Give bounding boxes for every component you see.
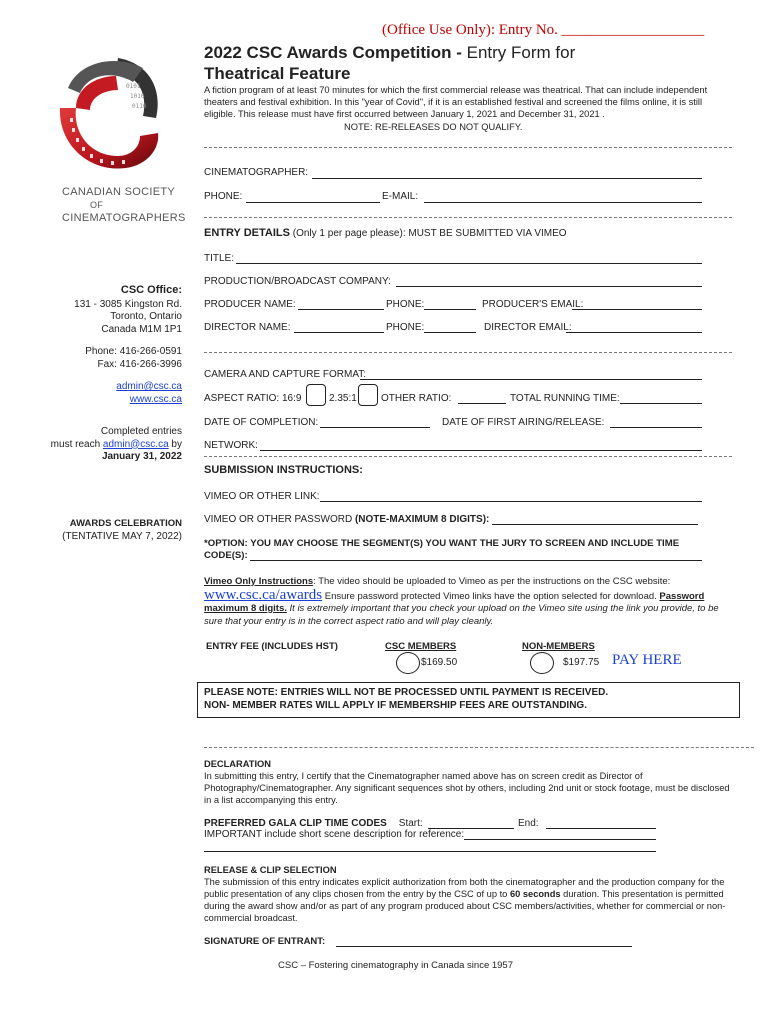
phone-field[interactable] bbox=[246, 202, 380, 203]
director-name-field[interactable] bbox=[294, 332, 384, 333]
director-email-field[interactable] bbox=[566, 332, 702, 333]
other-ratio-field[interactable] bbox=[458, 403, 506, 404]
date-completion-label: DATE OF COMPLETION: bbox=[204, 417, 319, 428]
cinematographer-field[interactable] bbox=[312, 178, 702, 179]
production-company-label: PRODUCTION/BROADCAST COMPANY: bbox=[204, 276, 391, 287]
svg-text:1010: 1010 bbox=[130, 93, 145, 100]
cinematographer-label: CINEMATOGRAPHER: bbox=[204, 167, 309, 178]
office-email-link[interactable]: admin@csc.ca bbox=[116, 381, 182, 392]
network-field[interactable] bbox=[260, 450, 702, 451]
director-name-label: DIRECTOR NAME: bbox=[204, 322, 291, 333]
title-label: TITLE: bbox=[204, 253, 235, 264]
divider bbox=[204, 147, 732, 148]
vimeo-password-label: VIMEO OR OTHER PASSWORD (NOTE-MAXIMUM 8 DIGITS): bbox=[204, 514, 490, 525]
declaration: DECLARATION In submitting this entry, I certify that the Cinematographer named above has on screen credit as Director of Photography/Cinematographer. Any significant sequences shot by others, including 2nd unit or stock footage, must be disclosed in a list accompanying this entry. bbox=[204, 759, 730, 805]
divider bbox=[204, 217, 732, 218]
aspect-ratio-label: ASPECT RATIO: 16:9 bbox=[204, 393, 302, 404]
divider bbox=[204, 456, 732, 457]
vimeo-link-field[interactable] bbox=[320, 501, 702, 502]
office-address2: Toronto, Ontario bbox=[110, 311, 182, 322]
office-website-link[interactable]: www.csc.ca bbox=[129, 393, 182, 405]
csc-members-radio[interactable] bbox=[396, 652, 420, 674]
end-field[interactable] bbox=[546, 828, 656, 829]
running-time-label: TOTAL RUNNING TIME: bbox=[510, 393, 620, 404]
production-company-field[interactable] bbox=[396, 286, 702, 287]
email-field[interactable] bbox=[424, 202, 702, 203]
non-price: $197.75 bbox=[563, 657, 600, 668]
producer-name-label: PRODUCER NAME: bbox=[204, 299, 296, 310]
completed-email-link[interactable]: admin@csc.ca bbox=[102, 438, 169, 450]
producer-email-label: PRODUCER'S EMAIL: bbox=[482, 299, 584, 310]
producer-phone-field[interactable] bbox=[424, 309, 476, 310]
csc-price: $169.50 bbox=[421, 657, 458, 668]
csc-office-block bbox=[51, 284, 182, 464]
option-timecode-field[interactable] bbox=[250, 560, 702, 561]
office-fax: Fax: 416-266-3996 bbox=[97, 358, 182, 370]
release-clip-selection: RELEASE & CLIP SELECTION The submission of this entry indicates explicit authorization from both the cinematographer and the production company for the public presentation of any clips chosen from the entry by the CSC of up to 60 seconds duration. This presentation is permitted during the award show and/or as part of any program produced about CSC members/activities, whether for commercial or non-commercial broadcast. bbox=[204, 865, 726, 923]
office-address3: Canada M1M 1P1 bbox=[101, 323, 182, 335]
phone-label: PHONE: bbox=[204, 191, 243, 202]
completed-entries-line2: must reach admin@csc.ca by bbox=[50, 438, 182, 450]
title-line2: Theatrical Feature bbox=[204, 64, 351, 83]
vimeo-password-field[interactable] bbox=[492, 524, 698, 525]
other-ratio-label: OTHER RATIO: bbox=[381, 393, 452, 404]
camera-format-label: CAMERA AND CAPTURE FORMAT: bbox=[204, 369, 367, 380]
office-title: CSC Office: bbox=[120, 284, 182, 296]
director-phone-label: PHONE: bbox=[386, 322, 425, 333]
network-label: NETWORK: bbox=[204, 440, 258, 451]
signature-field[interactable] bbox=[336, 946, 632, 947]
payment-notice: PLEASE NOTE: ENTRIES WILL NOT BE PROCESSED UNTIL PAYMENT IS RECEIVED. NON- MEMBER RATES WILL APPLY IF MEMBERSHIP FEES ARE OUTSTANDING. bbox=[204, 687, 609, 711]
non-members-label: NON-MEMBERS bbox=[522, 641, 595, 652]
non-members-radio[interactable] bbox=[530, 652, 554, 674]
signature-label: SIGNATURE OF ENTRANT: bbox=[204, 936, 326, 947]
intro-text: A fiction program of at least 70 minutes for which the first commercial release was theatrical. That can include independent theaters and festival exhibition. In this "year of Covid", if it is an established festival and screened the films online, it is still eligible. This release must have first occurred between January 1, 2021 and December 31, 2021 . NOTE: RE-RELEASES DO NOT QUALIFY. bbox=[204, 85, 708, 132]
csc-members-label: CSC MEMBERS bbox=[385, 641, 457, 652]
submission-instructions-heading: SUBMISSION INSTRUCTIONS: bbox=[204, 464, 363, 476]
title-field[interactable] bbox=[236, 263, 702, 264]
completed-entries: Completed entries bbox=[100, 426, 182, 437]
title-bold: 2022 CSC Awards Competition - bbox=[204, 43, 462, 62]
pay-here-link[interactable]: PAY HERE bbox=[612, 652, 682, 668]
date-completion-field[interactable] bbox=[320, 427, 430, 428]
deadline: January 31, 2022 bbox=[101, 451, 182, 462]
svg-text:0101: 0101 bbox=[126, 83, 141, 90]
aspect-16-9-checkbox[interactable] bbox=[306, 384, 326, 406]
intro-note: NOTE: RE-RELEASES DO NOT QUALIFY. bbox=[344, 121, 523, 132]
producer-phone-label: PHONE: bbox=[386, 299, 425, 310]
entry-fee-label: ENTRY FEE (INCLUDES HST) bbox=[206, 641, 338, 652]
logo-line2: OF bbox=[90, 200, 104, 210]
scene-desc-field[interactable] bbox=[464, 839, 656, 840]
entry-details-heading: ENTRY DETAILS (Only 1 per page please): MUST BE SUBMITTED VIA VIMEO bbox=[204, 227, 567, 239]
awards-link[interactable]: www.csc.ca/awards bbox=[204, 586, 323, 603]
office-use-entry-no: (Office Use Only): Entry No. ___________________ bbox=[382, 22, 705, 38]
vimeo-instructions: Vimeo Only Instructions: The video should be uploaded to Vimeo as per the instructions on the CSC website: www.csc.ca/awards Ensure password protected Vimeo links have the option selected for download. Password maximum 8 digits. It is extremely important that you check your upload on the Vimeo site using the link you provide, to be sure that your entry is in the correct aspect ratio and will play cleanly. bbox=[204, 576, 719, 627]
celebration-title: AWARDS CELEBRATION bbox=[69, 518, 182, 529]
director-email-label: DIRECTOR EMAIL: bbox=[484, 322, 572, 333]
page-title bbox=[204, 42, 575, 84]
office-phone: Phone: 416-266-0591 bbox=[85, 346, 182, 357]
date-airing-label: DATE OF FIRST AIRING/RELEASE: bbox=[442, 417, 605, 428]
logo-line3: CINEMATOGRAPHERS bbox=[62, 212, 186, 224]
ratio-235-label: 2.35:1 bbox=[329, 393, 357, 404]
csc-film-reel-logo bbox=[48, 48, 168, 183]
option-timecode: *OPTION: YOU MAY CHOOSE THE SEGMENT(S) YOU WANT THE JURY TO SCREEN AND INCLUDE TIME CODE(S): bbox=[204, 538, 680, 561]
director-phone-field[interactable] bbox=[424, 332, 476, 333]
important-desc-label: IMPORTANT include short scene description for reference: bbox=[204, 829, 465, 840]
date-airing-field[interactable] bbox=[610, 427, 702, 428]
aspect-235-checkbox[interactable] bbox=[358, 384, 378, 406]
csc-logo-text bbox=[62, 186, 186, 225]
vimeo-link-label: VIMEO OR OTHER LINK: bbox=[204, 491, 320, 502]
email-label: E-MAIL: bbox=[382, 191, 419, 202]
divider bbox=[204, 352, 732, 353]
svg-text:0110: 0110 bbox=[132, 103, 147, 110]
office-address1: 131 - 3085 Kingston Rd. bbox=[74, 298, 182, 310]
divider bbox=[204, 747, 754, 748]
running-time-field[interactable] bbox=[620, 403, 702, 404]
celebration-date: (TENTATIVE MAY 7, 2022) bbox=[62, 530, 182, 542]
gala-clip-row: PREFERRED GALA CLIP TIME CODES Start: bbox=[204, 818, 423, 829]
end-label: End: bbox=[518, 818, 539, 829]
producer-email-field[interactable] bbox=[572, 309, 702, 310]
scene-desc-field-2[interactable] bbox=[204, 851, 656, 852]
producer-name-field[interactable] bbox=[298, 309, 384, 310]
logo-line1: CANADIAN SOCIETY bbox=[62, 186, 175, 198]
title-rest: Entry Form for bbox=[461, 43, 576, 62]
awards-celebration bbox=[62, 518, 182, 543]
footer-text: CSC – Fostering cinematography in Canada since 1957 bbox=[278, 960, 513, 971]
camera-format-field[interactable] bbox=[360, 379, 702, 380]
